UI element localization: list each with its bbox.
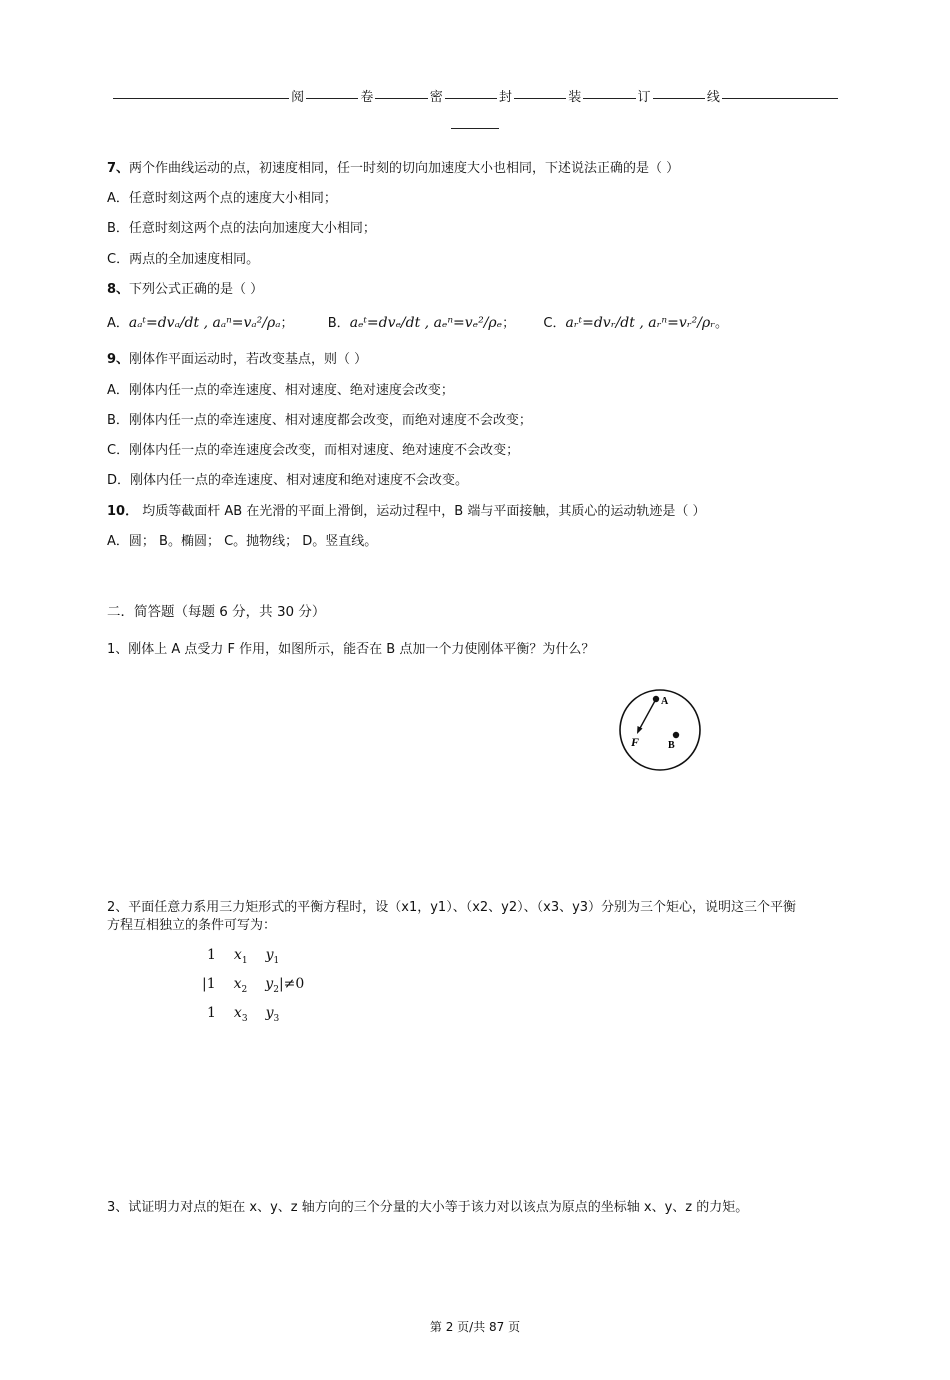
force-arrow (639, 699, 656, 730)
short-question-2-line2: 方程互相独立的条件可写为： (107, 918, 277, 933)
determinant (202, 944, 305, 1030)
label-f: F (631, 735, 640, 749)
question-stem: 下列公式正确的是（ ） (129, 282, 264, 297)
seal-char: 线 (705, 88, 722, 108)
matrix-cell: $y_3$ (265, 1004, 280, 1024)
label-a: A (661, 696, 669, 707)
formula: aₑᵗ=dvₑ/dt , aₑⁿ=vₑ²/ρₑ (349, 315, 503, 331)
matrix-cell: $y_2|\ne 0$ (265, 975, 305, 995)
question-number: 9、 (107, 352, 130, 367)
question-stem: 均质等截面杆 AB 在光滑的平面上滑倒，运动过程中，B 端与平面接触，其质心的运动轨迹是（ ） (138, 504, 706, 519)
formula: aₐᵗ=dvₐ/dt , aₐⁿ=vₐ²/ρₐ (128, 315, 281, 331)
option: A．任意时刻这两个点的速度大小相同； (107, 191, 337, 206)
question-number: 10． (107, 504, 139, 519)
option: B．任意时刻这两个点的法向加速度大小相同； (107, 221, 376, 236)
matrix-cell: |1 (202, 975, 216, 992)
short-question-1: 1、刚体上 A 点受力 F 作用，如图所示，能否在 B 点加一个力使刚体平衡？为什么？ (107, 642, 595, 657)
matrix-cell: $y_1$ (265, 947, 280, 966)
question-8-options (107, 314, 728, 333)
option-label: A． (107, 316, 129, 331)
option-end: 。 (715, 316, 729, 331)
matrix-cell: 1 (207, 1004, 216, 1021)
matrix-cell: $x_3$ (233, 1004, 248, 1024)
matrix-cell: $x_2$ (233, 975, 248, 995)
option-label: C． (543, 316, 566, 331)
question-9 (107, 351, 367, 369)
point-b (673, 732, 679, 738)
seal-char: 密 (428, 88, 445, 108)
label-b: B (668, 740, 675, 751)
option: D．刚体内任一点的牵连速度、相对速度和绝对速度不会改变。 (107, 473, 469, 488)
option: B．刚体内任一点的牵连速度、相对速度都会改变，而绝对速度不会改变； (107, 413, 532, 428)
option: A．刚体内任一点的牵连速度、相对速度、绝对速度会改变； (107, 383, 454, 398)
matrix-cell: $x_1$ (233, 947, 248, 966)
option: C．刚体内任一点的牵连速度会改变，而相对速度、绝对速度不会改变； (107, 443, 520, 458)
question-number: 7、 (107, 161, 130, 176)
question-stem: 刚体作平面运动时，若改变基点，则（ ） (129, 352, 368, 367)
rigid-body-figure (614, 684, 706, 776)
question-number: 8、 (107, 282, 130, 297)
question-8 (107, 281, 263, 299)
seal-char: 封 (497, 88, 514, 108)
option-end: ； (502, 316, 516, 331)
question-stem: 两个作曲线运动的点，初速度相同，任一时刻的切向加速度大小也相同，下述说法正确的是（ ） (129, 161, 680, 176)
option: C．两点的全加速度相同。 (107, 252, 260, 267)
option-end: ； (280, 316, 294, 331)
arrow-head (637, 726, 643, 734)
section-heading: 二．简答题（每题 6 分，共 30 分） (107, 604, 326, 620)
short-question-3: 3、试证明力对点的矩在 x、y、z 轴方向的三个分量的大小等于该力对以该点为原点的坐标轴 x、y、z 的力矩。 (107, 1200, 749, 1215)
option-label: B． (327, 316, 350, 331)
seal-char: 订 (636, 88, 653, 108)
formula: aᵣᵗ=dvᵣ/dt , aᵣⁿ=vᵣ²/ρᵣ (565, 315, 716, 331)
seal-line (113, 88, 838, 108)
question-10 (107, 503, 706, 521)
matrix-cell: 1 (207, 947, 216, 963)
question-7 (107, 160, 679, 178)
body-circle (620, 690, 700, 770)
short-question-2-line1: 2、平面任意力系用三力矩形式的平衡方程时，设（x1，y1）、（x2、y2）、（x3、y3）分别为三个矩心，说明这三个平衡 (107, 900, 797, 915)
seal-tail-rule (451, 128, 499, 129)
option: A．圆； B。椭圆； C。抛物线； D。竖直线。 (107, 534, 378, 549)
seal-char: 装 (566, 88, 583, 108)
seal-char: 阅 (289, 88, 306, 108)
page-footer: 第 2 页/共 87 页 (429, 1320, 521, 1334)
seal-char: 卷 (358, 88, 375, 108)
